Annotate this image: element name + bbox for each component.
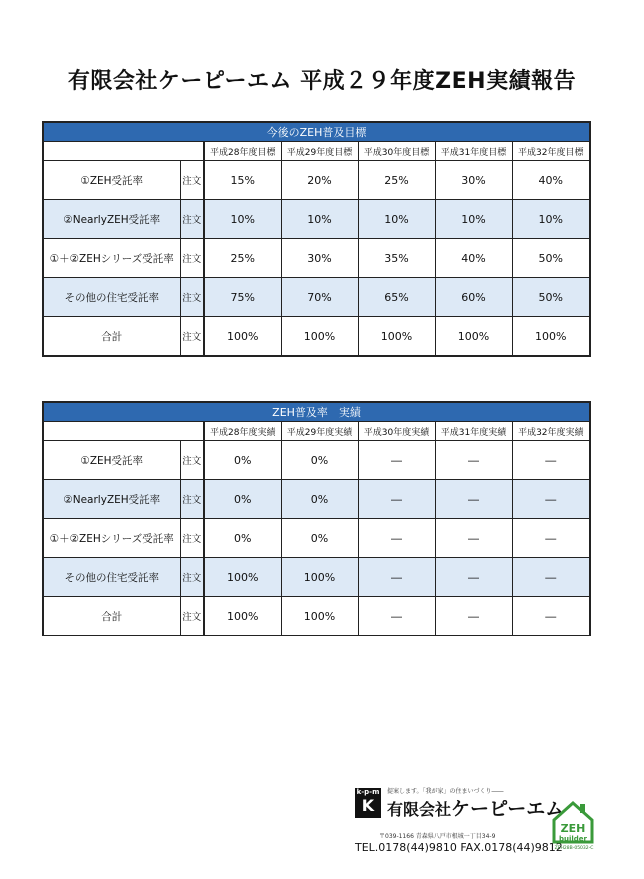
column-header: 平成31年度目標 bbox=[435, 142, 512, 161]
table-cell: ― bbox=[512, 441, 590, 480]
table-cell: ― bbox=[512, 519, 590, 558]
kind-label: 注文 bbox=[180, 317, 204, 357]
row-label: その他の住宅受託率 bbox=[43, 558, 180, 597]
column-header: 平成32年度実績 bbox=[512, 422, 590, 441]
table-cell: 100% bbox=[512, 317, 590, 357]
table-cell: 75% bbox=[204, 278, 281, 317]
table-cell: 0% bbox=[204, 441, 281, 480]
kind-label: 注文 bbox=[180, 558, 204, 597]
company-address: 〒039-1166 青森県八戸市根城一丁目34-9 bbox=[379, 833, 496, 840]
page-title: 有限会社ケーピーエム 平成２９年度ZEH実績報告 bbox=[67, 69, 577, 94]
table-cell: 0% bbox=[204, 480, 281, 519]
table-cell: 25% bbox=[358, 161, 435, 200]
column-header: 平成28年度目標 bbox=[204, 142, 281, 161]
tagline: 提案します。「我が家」の住まいづくり―― bbox=[387, 788, 504, 795]
row-label: ①ZEH受託率 bbox=[43, 441, 180, 480]
column-header: 平成32年度目標 bbox=[512, 142, 590, 161]
kind-label: 注文 bbox=[180, 200, 204, 239]
kind-label: 注文 bbox=[180, 597, 204, 636]
table-cell: 100% bbox=[204, 597, 281, 636]
company-prefix: 有限会社 bbox=[387, 800, 452, 819]
table-cell: 50% bbox=[512, 239, 590, 278]
column-header: 平成28年度実績 bbox=[204, 422, 281, 441]
table-cell: 30% bbox=[435, 161, 512, 200]
row-label: 合計 bbox=[43, 597, 180, 636]
kind-label: 注文 bbox=[180, 480, 204, 519]
table-cell: ― bbox=[358, 519, 435, 558]
table-cell: 0% bbox=[281, 480, 358, 519]
table-cell: ― bbox=[512, 480, 590, 519]
table-cell: 40% bbox=[435, 239, 512, 278]
row-label: その他の住宅受託率 bbox=[43, 278, 180, 317]
table-cell: 100% bbox=[204, 558, 281, 597]
table-cell: 40% bbox=[512, 161, 590, 200]
table-cell: 100% bbox=[281, 558, 358, 597]
table-cell: 0% bbox=[281, 441, 358, 480]
table-cell: 100% bbox=[281, 317, 358, 357]
table-cell: 100% bbox=[435, 317, 512, 357]
table-row bbox=[43, 200, 590, 239]
table-cell: 10% bbox=[435, 200, 512, 239]
table-cell: 0% bbox=[204, 519, 281, 558]
table-row bbox=[43, 161, 590, 200]
column-header: 平成30年度目標 bbox=[358, 142, 435, 161]
table-caption: ZEH普及率 実績 bbox=[43, 402, 590, 422]
table-cell: 65% bbox=[358, 278, 435, 317]
table-row bbox=[43, 558, 590, 597]
table-cell: 50% bbox=[512, 278, 590, 317]
kind-label: 注文 bbox=[180, 441, 204, 480]
table-cell: 20% bbox=[281, 161, 358, 200]
zeh-builder-badge bbox=[550, 798, 596, 856]
table-cell: 10% bbox=[358, 200, 435, 239]
tel-fax: TEL.0178(44)9810 FAX.0178(44)9812 bbox=[355, 841, 563, 854]
table-cell: ― bbox=[512, 558, 590, 597]
zeh-target-table bbox=[42, 121, 591, 357]
table-cell: ― bbox=[512, 597, 590, 636]
kpm-logo bbox=[355, 788, 381, 818]
kind-label: 注文 bbox=[180, 161, 204, 200]
table-cell: 0% bbox=[281, 519, 358, 558]
table-cell: ― bbox=[435, 441, 512, 480]
table-caption: 今後のZEH普及目標 bbox=[43, 122, 590, 142]
table-cell: 25% bbox=[204, 239, 281, 278]
table-row bbox=[43, 597, 590, 636]
table-cell: ― bbox=[435, 519, 512, 558]
company-main-name: ケーピーエム bbox=[451, 798, 565, 820]
column-header: 平成31年度実績 bbox=[435, 422, 512, 441]
table-row bbox=[43, 480, 590, 519]
table-cell: 15% bbox=[204, 161, 281, 200]
row-label: ①＋②ZEHシリーズ受託率 bbox=[43, 239, 180, 278]
table-cell: ― bbox=[435, 480, 512, 519]
zeh-badge-text: ZEH bbox=[560, 822, 586, 835]
table-cell: ― bbox=[358, 597, 435, 636]
row-label: ①＋②ZEHシリーズ受託率 bbox=[43, 519, 180, 558]
column-header: 平成30年度実績 bbox=[358, 422, 435, 441]
table-cell: 30% bbox=[281, 239, 358, 278]
table-cell: 10% bbox=[204, 200, 281, 239]
table-cell: 10% bbox=[512, 200, 590, 239]
zeh-badge-sub: builder bbox=[558, 835, 588, 843]
table-cell: 100% bbox=[204, 317, 281, 357]
house-icon bbox=[550, 798, 596, 846]
kind-label: 注文 bbox=[180, 278, 204, 317]
header-blank bbox=[43, 142, 204, 161]
table-row bbox=[43, 441, 590, 480]
k-mark-icon: K bbox=[361, 796, 375, 815]
column-header: 平成29年度目標 bbox=[281, 142, 358, 161]
table-cell: 100% bbox=[281, 597, 358, 636]
table-row bbox=[43, 317, 590, 357]
row-label: ②NearlyZEH受託率 bbox=[43, 480, 180, 519]
logo-text: k-p-m bbox=[356, 788, 380, 796]
row-label: ①ZEH受託率 bbox=[43, 161, 180, 200]
kind-label: 注文 bbox=[180, 519, 204, 558]
table-cell: 70% bbox=[281, 278, 358, 317]
row-label: 合計 bbox=[43, 317, 180, 357]
table-cell: ― bbox=[435, 558, 512, 597]
header-blank bbox=[43, 422, 204, 441]
table-row bbox=[43, 519, 590, 558]
kind-label: 注文 bbox=[180, 239, 204, 278]
company-name bbox=[387, 794, 564, 821]
table-cell: 100% bbox=[358, 317, 435, 357]
table-cell: 60% bbox=[435, 278, 512, 317]
row-label: ②NearlyZEH受託率 bbox=[43, 200, 180, 239]
company-footer bbox=[355, 786, 615, 856]
table-cell: ― bbox=[435, 597, 512, 636]
table-cell: ― bbox=[358, 441, 435, 480]
table-cell: ― bbox=[358, 558, 435, 597]
table-cell: 10% bbox=[281, 200, 358, 239]
table-cell: ― bbox=[358, 480, 435, 519]
table-cell: 35% bbox=[358, 239, 435, 278]
zeh-code: ZEH28B-05032-C bbox=[554, 846, 594, 851]
column-header: 平成29年度実績 bbox=[281, 422, 358, 441]
table-row bbox=[43, 239, 590, 278]
zeh-result-table bbox=[42, 401, 591, 636]
table-row bbox=[43, 278, 590, 317]
